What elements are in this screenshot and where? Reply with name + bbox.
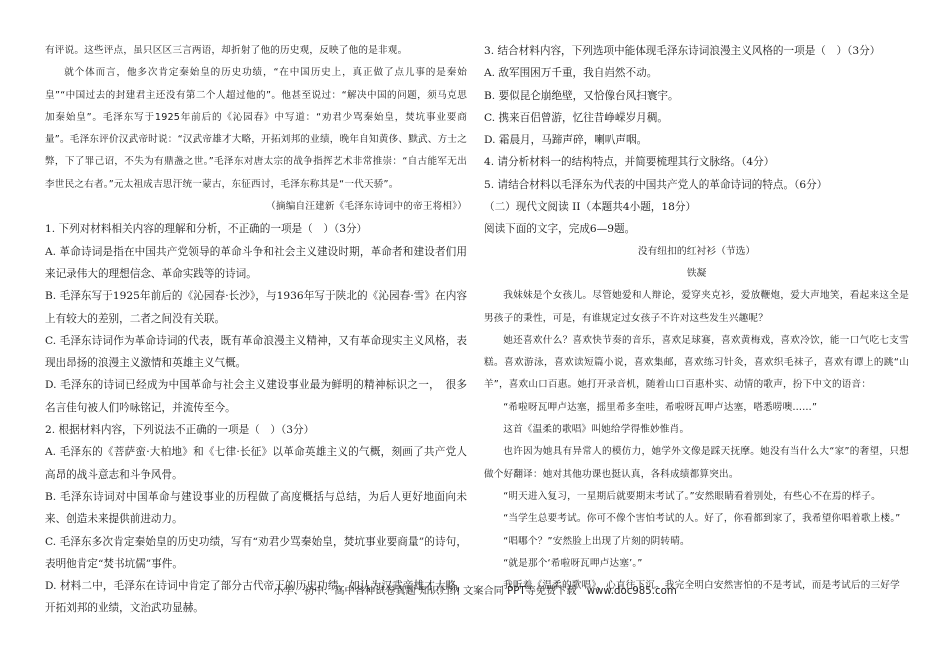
source-citation: （摘编自汪建新《毛泽东诗词中的帝王将相》） [266, 201, 467, 213]
story-title: 没有纽扣的红衬衫（节选） [637, 245, 756, 257]
story-author: 铁凝 [686, 267, 707, 279]
question-2-option-b: B. 毛泽东诗词对中国革命与建设事业的历程做了高度概括与总结，为后人更好地面向未来、创造未来提供前进动力。 [45, 490, 467, 526]
story-paragraph: 我听着《温柔的歌唱》，心直往下沉。我完全明白安然害怕的不是考试，而是考试后的三好学 [503, 580, 900, 592]
story-paragraph: 她还喜欢什么？喜欢快节奏的音乐，喜欢足球赛，喜欢黄梅戏，喜欢冷饮，能一口气吃七支雪糕。喜欢游泳，喜欢读短篇小说，喜欢集邮，喜欢练习针灸，喜欢织毛袜子，喜欢有谭上的跳“山羊”，喜欢山口百惠。她打开录音机，随着山口百惠朴实、动情的歌声，扮下中文的语音： [484, 334, 909, 391]
question-1-option-b: B. 毛泽东写于1925年前后的《沁园春·长沙》，与1936年写于陕北的《沁园春·雪》在内容上有较大的差别，二者之间没有关联。 [45, 290, 467, 325]
story-paragraph: “明天进入复习，一星期后就要期末考试了。”安然眼睛看着别处，有些心不在焉的样子。 [503, 490, 881, 502]
story-paragraph: 我妹妹是个女孩儿。尽管她爱和人辩论，爱穿夹克衫，爱放鞭炮，爱大声地笑，看起来这全是男孩子的秉性，可是，有谁规定过女孩子不许对这些发生兴趣呢？ [484, 290, 909, 324]
right-column [484, 40, 909, 597]
question-5: 5. 请结合材料以毛泽东为代表的中国共产党人的革命诗词的特点。（6分） [484, 178, 828, 191]
section-heading: （二）现代文阅读 II（本题共4小题，18分） [484, 201, 697, 214]
question-2-option-a: A. 毛泽东的《菩萨蛮·大柏地》和《七律·长征》以革命英雄主义的气概，刻画了共产党人高昂的战斗意志和斗争风骨。 [45, 446, 467, 481]
story-paragraph: 也许因为她具有异常人的模仿力，她学外文像是踩天抚摩。她没有当什么大“家”的奢望，只想做个好翻译：她对其他功课也挺认真，各科成绩都算突出。 [484, 446, 909, 480]
story-paragraph: “当学生总要考试。你可不像个害怕考试的人。好了，你看都到家了，我希望你唱着歌上楼。” [503, 513, 901, 525]
question-3-option-d: D. 霜晨月，马蹄声碎，喇叭声咽。 [484, 134, 648, 147]
story-paragraph: 这首《温柔的歌唱》叫她给学得惟妙惟肖。 [503, 424, 690, 436]
story-paragraph: “希啦呀瓦呷卢达塞，摇里希多奎哇，希啦呀瓦呷卢达塞，嗒悉唠噢……” [503, 401, 818, 413]
left-column [45, 40, 467, 620]
question-3-option-b: B. 要似昆仑崩绝壁，又恰像台风扫寰宇。 [484, 89, 679, 102]
paragraph-continuation: 有评说。这些评点，虽只区区三言两语，却折射了他的历史观，反映了他的是非观。 [45, 45, 408, 56]
question-1-option-d: D. 毛泽东的诗词已经成为中国革命与社会主义建设事业最为鲜明的精神标识之一， 很多名言佳句被人们吟咏铭记，并流传至今。 [45, 379, 467, 414]
question-1-option-c: C. 毛泽东诗词作为革命诗词的代表，既有革命浪漫主义精神，又有革命现实主义风格，表现出昂扬的浪漫主义激情和英雄主义气概。 [45, 334, 467, 370]
footer-watermark-text: 小学、初中、高中各种试卷真题 知识归纳 文案合同 PPT等免费下载 www.doc985.com [273, 586, 677, 597]
question-1: 1. 下列对材料相关内容的理解和分析，不正确的一项是（ ）（3分） [45, 223, 368, 236]
question-4: 4. 请分析材料一的结构特点，并简要梳理其行文脉络。（4分） [484, 156, 775, 169]
story-paragraph: “就是那个‘希啦呀瓦呷卢达塞’。” [503, 557, 643, 569]
question-2-option-c: C. 毛泽东多次肯定秦始皇的历史功绩，写有“劝君少骂秦始皇，焚坑事业要商量”的诗句，表明他肯定“焚书坑儒”事件。 [45, 535, 467, 570]
question-3: 3. 结合材料内容，下列选项中能体现毛泽东诗词浪漫主义风格的一项是（ ）（3分） [484, 45, 881, 57]
question-2-option-d: D. 材料二中，毛泽东在诗词中肯定了部分古代帝王的历史功绩，如认为汉武帝雄才大略，开拓刘邦的业绩，文治武功显赫。 [45, 580, 467, 615]
paragraph-emperors: 就个体而言，他多次肯定秦始皇的历史功绩，“在中国历史上，真正做了点儿事的是秦始皇”“中国过去的封建君主还没有第二个人超过他的”。他甚至说过：“解决中国的问题，须马克思加秦始皇”。毛泽东写于1925年前后的《沁园春》中写道：“劝君少骂秦始皇，焚坑事业要商量”。毛泽东评价汉武帝时说：“汉武帝雄才大略，开拓刘邦的业绩，晚年自知黄侈、黩武、方士之弊，下了罪己诏，不失为有鼎盏之世。”毛泽东对唐太宗的战争指挥艺术非常推崇：“自古能军无出李世民之右者。”元太祖成吉思汗统一蒙古，东征西讨，毛泽东称其是“一代天骄”。 [45, 67, 467, 190]
reading-instruction: 阅读下面的文字，完成6—9题。 [484, 223, 636, 236]
question-3-option-a: A. 敌军围困万千重，我自岿然不动。 [484, 67, 658, 80]
story-paragraph: “唱哪个？”安然脸上出现了片刻的阴转晴。 [503, 535, 690, 547]
question-1-option-a: A. 革命诗词是指在中国共产党领导的革命斗争和社会主义建设时期，革命者和建设者们用来记录伟大的理想信念、革命实践等的诗词。 [45, 245, 467, 280]
question-3-option-c: C. 携来百侣曾游，忆往昔峥嵘岁月稠。 [484, 111, 668, 124]
question-2: 2. 根据材料内容，下列说法不正确的一项是（ ）（3分） [45, 424, 315, 437]
